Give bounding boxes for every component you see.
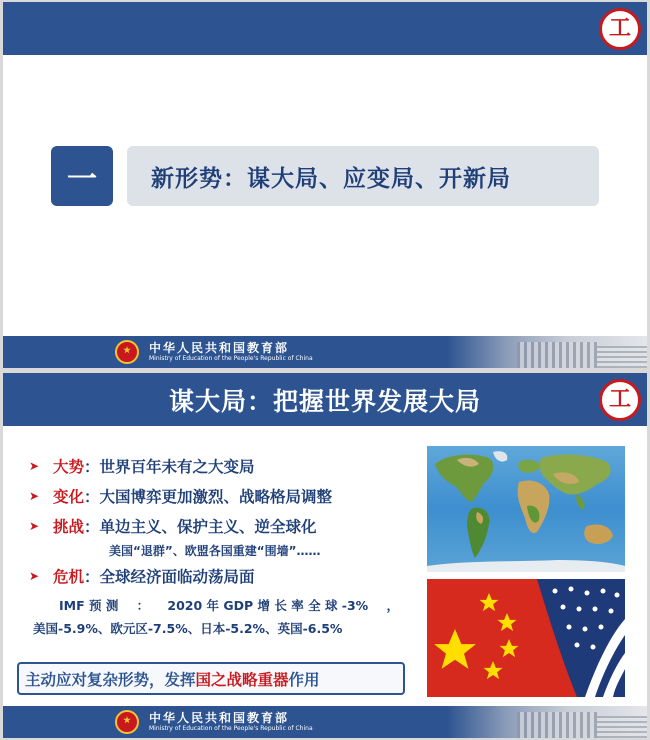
ministry-name-en: Ministry of Education of the People's Republic of China	[149, 355, 313, 362]
ministry-name-en: Ministry of Education of the People's Republic of China	[149, 725, 313, 732]
arrow-bullet-icon: ➤	[29, 519, 40, 533]
building-image	[447, 336, 647, 368]
ministry-name-cn: 中华人民共和国教育部	[149, 711, 290, 725]
national-emblem-icon	[115, 340, 139, 364]
arrow-bullet-icon: ➤	[29, 459, 40, 473]
arrow-bullet-icon: ➤	[29, 489, 40, 503]
callout-box: 主动应对复杂形势，发挥 国之战略重器 作用	[17, 662, 405, 695]
bullet-list	[29, 451, 419, 641]
slide-title: 谋大局：把握世界发展大局	[168, 386, 481, 416]
union-logo-icon: 工	[599, 379, 641, 421]
title-bar	[3, 373, 647, 426]
flags-image	[427, 579, 625, 697]
imf-country-figures: 美国-5.9%、欧元区-7.5%、日本-5.2%、英国-6.5%	[33, 621, 343, 636]
bullet-challenge: ➤ 挑战 ： 单边主义、保护主义、逆全球化	[29, 518, 317, 536]
bullet-change: ➤ 变化 ： 大国博弈更加激烈、战略格局调整	[29, 488, 333, 506]
world-map-image	[427, 446, 625, 572]
bullet-crisis: ➤ 危机 ： 全球经济面临动荡局面	[29, 568, 255, 586]
footer-bar	[3, 706, 647, 738]
imf-forecast-line: IMF 预 测 ： 2020 年 GDP 增 长 率 全 球 -3% ，	[59, 598, 399, 613]
section-number-box	[51, 146, 113, 206]
footer-bar	[3, 336, 647, 368]
national-emblem-icon	[115, 710, 139, 734]
world-map-graphic	[427, 446, 625, 572]
top-bar	[3, 2, 647, 55]
flags-graphic	[427, 579, 625, 697]
section-number: 一	[67, 162, 97, 197]
slide-section-title	[3, 2, 647, 368]
bullet-trend: ➤ 大势 ： 世界百年未有之大变局	[29, 458, 255, 476]
section-heading: 新形势：谋大局、应变局、开新局	[151, 165, 511, 192]
union-logo-icon: 工	[599, 8, 641, 50]
section-heading-box	[127, 146, 599, 206]
challenge-detail: 美国“退群”、欧盟各国重建“围墙”……	[109, 544, 321, 558]
slide-world-situation	[3, 373, 647, 738]
arrow-bullet-icon: ➤	[29, 569, 40, 583]
building-image	[447, 706, 647, 738]
ministry-name-cn: 中华人民共和国教育部	[149, 341, 290, 355]
